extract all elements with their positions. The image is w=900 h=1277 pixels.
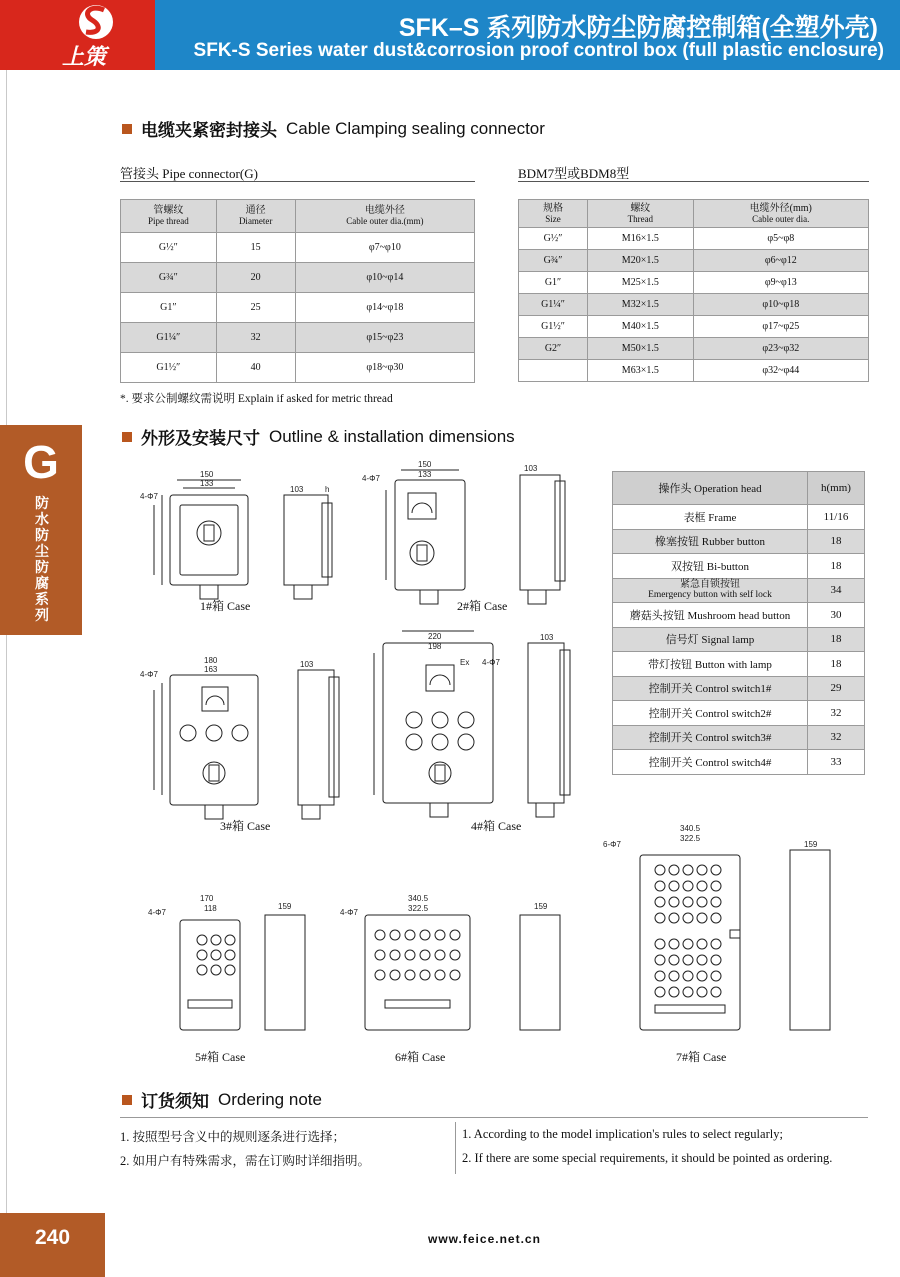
table-cell: 控制开关 Control switch2# bbox=[613, 701, 808, 726]
table-cell: 双按钮 Bi-button bbox=[613, 554, 808, 579]
section-cable-title-cn: 电缆夹紧密封接头 bbox=[141, 121, 277, 140]
header-en: Cable outer dia.(mm) bbox=[346, 216, 424, 226]
header-title-en: SFK-S Series water dust&corrosion proof control box (full plastic enclosure) bbox=[193, 40, 884, 61]
dim-label: 180 bbox=[204, 656, 218, 665]
dim-label: 133 bbox=[418, 470, 432, 479]
button-hole-icon bbox=[375, 930, 385, 940]
table-cell: φ23~φ32 bbox=[693, 338, 868, 360]
header-cn: 电缆外径 bbox=[364, 205, 405, 216]
button-hole-icon bbox=[697, 971, 707, 981]
header-cn: 螺纹 bbox=[630, 202, 651, 214]
button-hole-icon bbox=[711, 865, 721, 875]
dim-label: 103 bbox=[300, 660, 314, 669]
button-hole-icon bbox=[669, 971, 679, 981]
button-hole-icon bbox=[655, 865, 665, 875]
header-en: Thread bbox=[627, 213, 654, 224]
table-cell: G½″ bbox=[121, 233, 217, 263]
section-outline-heading bbox=[122, 424, 515, 449]
table-cell: 18 bbox=[808, 529, 865, 554]
section-cable-heading bbox=[122, 116, 545, 141]
cell-line: 紧急自锁按钮 bbox=[680, 579, 740, 591]
table-row bbox=[613, 701, 865, 726]
divider bbox=[120, 1117, 868, 1118]
page-number: 240 bbox=[0, 1213, 105, 1277]
divider bbox=[455, 1122, 456, 1174]
dim-label: 4-Φ7 bbox=[140, 670, 158, 679]
dim-label: 340.5 bbox=[680, 824, 701, 833]
button-hole-icon bbox=[435, 950, 445, 960]
button-hole-icon bbox=[375, 970, 385, 980]
table-cell: 11/16 bbox=[808, 505, 865, 530]
button-hole-icon bbox=[711, 987, 721, 997]
case-4-label: 4#箱 Case bbox=[471, 819, 522, 833]
table-cell: 29 bbox=[808, 676, 865, 701]
dim-label: 103 bbox=[524, 464, 538, 473]
table-row bbox=[613, 505, 865, 530]
button-hole-icon bbox=[683, 881, 693, 891]
ordering-en-1: 1. According to the model implication's rules to select regularly; bbox=[462, 1127, 783, 1141]
button-hole-icon bbox=[450, 930, 460, 940]
dim-label: 4-Φ7 bbox=[340, 908, 358, 917]
dim-label: 170 bbox=[200, 894, 214, 903]
table-cell: G1½″ bbox=[121, 353, 217, 383]
button-hole-icon bbox=[450, 950, 460, 960]
dim-label: 6-Φ7 bbox=[603, 840, 621, 849]
dim-label: 322.5 bbox=[680, 834, 701, 843]
table-cell: G1″ bbox=[121, 293, 217, 323]
table-cell: G2″ bbox=[519, 338, 588, 360]
table-row bbox=[613, 554, 865, 579]
pipe-table-caption: 管接头 Pipe connector(G) bbox=[120, 166, 258, 181]
table-cell: 30 bbox=[808, 603, 865, 628]
dim-label: 220 bbox=[428, 632, 442, 641]
table-cell: 34 bbox=[808, 578, 865, 603]
button-hole-icon bbox=[683, 939, 693, 949]
table-row bbox=[519, 250, 869, 272]
logo-text: 上策 bbox=[62, 45, 107, 70]
table-cell: G1¼″ bbox=[121, 323, 217, 353]
ordering-cn-2: 2. 如用户有特殊需求，需在订购时详细指明。 bbox=[120, 1154, 371, 1168]
dim-label: 118 bbox=[204, 904, 217, 913]
dim-label: 103 bbox=[290, 485, 304, 494]
dim-label: 159 bbox=[278, 902, 292, 911]
margin-line bbox=[6, 70, 7, 1220]
table-cell: 带灯按钮 Button with lamp bbox=[613, 652, 808, 677]
bdm-table-caption: BDM7型或BDM8型 bbox=[518, 166, 630, 181]
case-2-label: 2#箱 Case bbox=[457, 599, 508, 613]
divider bbox=[518, 181, 869, 182]
table-row bbox=[519, 272, 869, 294]
header-en: Diameter bbox=[238, 216, 273, 226]
table-cell: 控制开关 Control switch3# bbox=[613, 725, 808, 750]
table-cell: φ18~φ30 bbox=[295, 353, 474, 383]
header-en: Pipe thread bbox=[147, 216, 189, 226]
button-hole-icon bbox=[711, 881, 721, 891]
table-header-cell bbox=[519, 200, 588, 228]
button-hole-icon bbox=[669, 881, 679, 891]
logo-block bbox=[0, 0, 155, 70]
button-hole-icon bbox=[405, 950, 415, 960]
table-cell: 40 bbox=[216, 353, 295, 383]
button-hole-icon bbox=[655, 955, 665, 965]
case-6-label: 6#箱 Case bbox=[395, 1050, 446, 1064]
table-cell: G¾″ bbox=[519, 250, 588, 272]
table-row bbox=[121, 293, 475, 323]
button-hole-icon bbox=[697, 987, 707, 997]
dim-label: 4-Φ7 bbox=[482, 658, 500, 667]
header-band bbox=[155, 0, 900, 70]
table-cell: 20 bbox=[216, 263, 295, 293]
button-hole-icon bbox=[697, 865, 707, 875]
operation-head-table bbox=[612, 471, 865, 775]
table-row bbox=[519, 316, 869, 338]
table-row bbox=[613, 627, 865, 652]
table-cell: φ5~φ8 bbox=[693, 228, 868, 250]
side-tab bbox=[0, 425, 82, 635]
section-outline-title-en: Outline & installation dimensions bbox=[269, 426, 515, 446]
table-header-row bbox=[519, 200, 869, 228]
button-hole-icon bbox=[697, 939, 707, 949]
table-cell: M50×1.5 bbox=[588, 338, 694, 360]
case-7-label: 7#箱 Case bbox=[676, 1050, 727, 1064]
dim-label: 159 bbox=[804, 840, 818, 849]
dim-label: 198 bbox=[428, 642, 442, 651]
table-cell: M16×1.5 bbox=[588, 228, 694, 250]
button-hole-icon bbox=[697, 881, 707, 891]
table-cell: G¾″ bbox=[121, 263, 217, 293]
table-cell: 蘑菇头按钮 Mushroom head button bbox=[613, 603, 808, 628]
bdm-table bbox=[518, 199, 869, 382]
button-hole-icon bbox=[420, 970, 430, 980]
button-hole-icon bbox=[435, 930, 445, 940]
dim-label: 4-Φ7 bbox=[148, 908, 166, 917]
header-en: Cable outer dia. bbox=[752, 213, 810, 224]
button-hole-icon bbox=[711, 913, 721, 923]
button-hole-icon bbox=[711, 955, 721, 965]
table-header-cell bbox=[295, 200, 474, 233]
table-cell: M63×1.5 bbox=[588, 360, 694, 382]
header-cn: 管螺纹 bbox=[153, 205, 184, 216]
button-hole-icon bbox=[655, 913, 665, 923]
table-cell: 15 bbox=[216, 233, 295, 263]
button-hole-icon bbox=[435, 970, 445, 980]
button-hole-icon bbox=[683, 897, 693, 907]
bullet-square-icon bbox=[122, 1095, 132, 1105]
table-row bbox=[613, 676, 865, 701]
table-cell: φ14~φ18 bbox=[295, 293, 474, 323]
table-cell bbox=[519, 360, 588, 382]
table-cell: 18 bbox=[808, 652, 865, 677]
table-header-row bbox=[613, 472, 865, 505]
dim-label: Ex bbox=[460, 658, 470, 667]
button-hole-icon bbox=[450, 970, 460, 980]
table-cell: φ10~φ14 bbox=[295, 263, 474, 293]
drawings-top bbox=[110, 455, 610, 835]
button-hole-icon bbox=[669, 897, 679, 907]
button-hole-icon bbox=[669, 913, 679, 923]
case-1-label: 1#箱 Case bbox=[200, 599, 251, 613]
table-row bbox=[613, 725, 865, 750]
ordering-cn-1: 1. 按照型号含义中的规则逐条进行选择； bbox=[120, 1130, 346, 1144]
cell-line: Emergency button with self lock bbox=[648, 590, 772, 601]
table-header-cell: 操作头 Operation head bbox=[613, 472, 808, 505]
ordering-en-2: 2. If there are some special requirements, it should be pointed as ordering. bbox=[462, 1151, 833, 1165]
bullet-square-icon bbox=[122, 432, 132, 442]
table-cell: 信号灯 Signal lamp bbox=[613, 627, 808, 652]
table-cell: 25 bbox=[216, 293, 295, 323]
button-hole-icon bbox=[711, 939, 721, 949]
dim-label: 340.5 bbox=[408, 894, 429, 903]
button-hole-icon bbox=[390, 970, 400, 980]
bullet-square-icon bbox=[122, 124, 132, 134]
button-hole-icon bbox=[669, 939, 679, 949]
button-hole-icon bbox=[420, 950, 430, 960]
button-hole-icon bbox=[683, 971, 693, 981]
button-hole-icon bbox=[697, 955, 707, 965]
button-hole-icon bbox=[697, 913, 707, 923]
table-row bbox=[613, 750, 865, 775]
table-cell: φ7~φ10 bbox=[295, 233, 474, 263]
button-hole-icon bbox=[683, 987, 693, 997]
button-hole-icon bbox=[697, 897, 707, 907]
table-cell: 橡塞按钮 Rubber button bbox=[613, 529, 808, 554]
section-ordering-title-en: Ordering note bbox=[218, 1089, 322, 1109]
button-hole-icon bbox=[669, 987, 679, 997]
button-hole-icon bbox=[655, 939, 665, 949]
table-cell: φ10~φ18 bbox=[693, 294, 868, 316]
dim-label: 4-Φ7 bbox=[140, 492, 158, 501]
table-cell: 33 bbox=[808, 750, 865, 775]
button-hole-icon bbox=[683, 913, 693, 923]
dim-label: 150 bbox=[200, 470, 214, 479]
table-cell: G1½″ bbox=[519, 316, 588, 338]
table-cell: G1¼″ bbox=[519, 294, 588, 316]
dim-label: 163 bbox=[204, 665, 218, 674]
button-hole-icon bbox=[683, 865, 693, 875]
table-row bbox=[121, 233, 475, 263]
table-header-cell: h(mm) bbox=[808, 472, 865, 505]
table-cell: 32 bbox=[216, 323, 295, 353]
button-hole-icon bbox=[405, 930, 415, 940]
table-cell bbox=[613, 578, 808, 603]
table-header-cell bbox=[693, 200, 868, 228]
table-cell: M20×1.5 bbox=[588, 250, 694, 272]
button-hole-icon bbox=[420, 930, 430, 940]
section-outline-title-cn: 外形及安装尺寸 bbox=[141, 429, 260, 448]
button-hole-icon bbox=[390, 950, 400, 960]
table-cell: 控制开关 Control switch4# bbox=[613, 750, 808, 775]
table-row bbox=[613, 578, 865, 603]
header-cn: 通径 bbox=[245, 205, 266, 216]
button-hole-icon bbox=[683, 955, 693, 965]
table-row bbox=[613, 529, 865, 554]
header-cn: 规格 bbox=[543, 202, 564, 214]
table-row bbox=[613, 603, 865, 628]
table-row bbox=[519, 228, 869, 250]
table-cell: M40×1.5 bbox=[588, 316, 694, 338]
table-cell: φ15~φ23 bbox=[295, 323, 474, 353]
table-row bbox=[121, 323, 475, 353]
table-cell: G½″ bbox=[519, 228, 588, 250]
table-cell: 32 bbox=[808, 725, 865, 750]
divider bbox=[120, 181, 475, 182]
dim-label: 103 bbox=[540, 633, 554, 642]
dim-label: 159 bbox=[534, 902, 548, 911]
table-row bbox=[519, 360, 869, 382]
side-tab-letter: G bbox=[23, 436, 59, 488]
table-header-row bbox=[121, 200, 475, 233]
button-hole-icon bbox=[669, 955, 679, 965]
table-row bbox=[613, 652, 865, 677]
header-en: Size bbox=[545, 213, 561, 224]
case-3-label: 3#箱 Case bbox=[220, 819, 271, 833]
footer-url: www.feice.net.cn bbox=[428, 1232, 541, 1246]
table-row bbox=[519, 338, 869, 360]
header-title-cn: SFK–S 系列防水防尘防腐控制箱(全塑外壳) bbox=[398, 14, 878, 42]
table-cell: M25×1.5 bbox=[588, 272, 694, 294]
table-cell: φ9~φ13 bbox=[693, 272, 868, 294]
table-cell: 18 bbox=[808, 554, 865, 579]
dim-label: 150 bbox=[418, 460, 432, 469]
pipe-table bbox=[120, 199, 475, 383]
button-hole-icon bbox=[390, 930, 400, 940]
table-cell: G1″ bbox=[519, 272, 588, 294]
table-cell: φ6~φ12 bbox=[693, 250, 868, 272]
button-hole-icon bbox=[405, 970, 415, 980]
section-ordering-title-cn: 订货须知 bbox=[141, 1092, 209, 1111]
button-hole-icon bbox=[655, 987, 665, 997]
button-hole-icon bbox=[375, 950, 385, 960]
button-hole-icon bbox=[655, 971, 665, 981]
table-row bbox=[121, 263, 475, 293]
table-header-cell bbox=[121, 200, 217, 233]
table-header-cell bbox=[216, 200, 295, 233]
dim-label: 322.5 bbox=[408, 904, 429, 913]
table-cell: M32×1.5 bbox=[588, 294, 694, 316]
pipe-table-note: *. 要求公制螺纹需说明 Explain if asked for metric thread bbox=[120, 393, 393, 405]
button-hole-icon bbox=[655, 881, 665, 891]
dim-label: 4-Φ7 bbox=[362, 474, 380, 483]
table-header-cell bbox=[588, 200, 694, 228]
side-tab-text: 防水防尘防腐系列 bbox=[35, 497, 49, 624]
section-cable-title-en: Cable Clamping sealing connector bbox=[286, 118, 545, 138]
button-hole-icon bbox=[711, 971, 721, 981]
table-cell: 控制开关 Control switch1# bbox=[613, 676, 808, 701]
table-cell: φ32~φ44 bbox=[693, 360, 868, 382]
table-cell: 18 bbox=[808, 627, 865, 652]
table-row bbox=[121, 353, 475, 383]
button-hole-icon bbox=[711, 897, 721, 907]
case-5-label: 5#箱 Case bbox=[195, 1050, 246, 1064]
dim-label: 133 bbox=[200, 479, 214, 488]
button-hole-icon bbox=[655, 897, 665, 907]
table-cell: 表框 Frame bbox=[613, 505, 808, 530]
section-ordering-heading bbox=[122, 1087, 322, 1112]
table-row bbox=[519, 294, 869, 316]
table-cell: 32 bbox=[808, 701, 865, 726]
table-cell: φ17~φ25 bbox=[693, 316, 868, 338]
dim-label: h bbox=[325, 485, 330, 494]
header-cn: 电缆外径(mm) bbox=[749, 202, 812, 214]
button-hole-icon bbox=[669, 865, 679, 875]
